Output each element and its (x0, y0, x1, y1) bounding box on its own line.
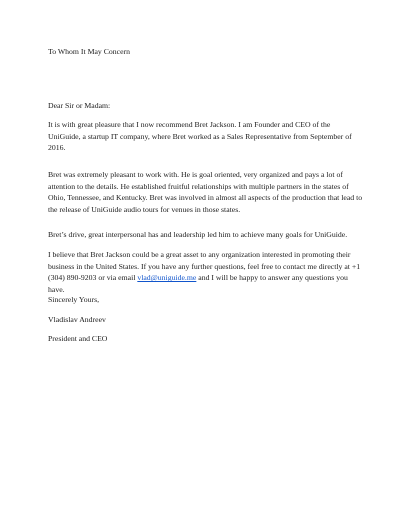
letter-heading: To Whom It May Concern (48, 47, 130, 56)
signer-title: President and CEO (48, 334, 108, 343)
contact-text-before: I believe that Bret Jackson could be a great asset to any organization interested in promoting their business in the United States. If you have any further questions, feel free to contact me directly at +1 (304) 890-9203 or via email (48, 250, 361, 283)
contact-text-after: and I will be happy to answer any questions you have. (48, 273, 348, 294)
body-paragraph-3: Bret’s drive, great interpersonal has and leadership led him to achieve many goals for UniGuide. (48, 230, 348, 239)
signer-name: Vladislav Andreev (48, 315, 106, 324)
letter-closing: Sincerely Yours, (48, 295, 100, 304)
body-paragraph-2: Bret was extremely pleasant to work with. He is goal oriented, very organized and pays a lot of attention to the details. He established fruitful relationships with multiple partners in the states of Ohio, Tennessee, and Kentucky. Bret was involved in almost all aspects of the production that lead to the release of UniGuide audio tours for venues in those states. (48, 170, 363, 214)
email-link[interactable]: vlad@uniguide.me (137, 273, 197, 283)
body-paragraph-1: It is with great pleasure that I now recommend Bret Jackson. I am Founder and CEO of the UniGuide, a startup IT company, where Bret worked as a Sales Representative from September of 2016. (48, 120, 352, 153)
body-paragraph-contact (48, 249, 363, 295)
letter-salutation: Dear Sir or Madam: (48, 101, 111, 110)
